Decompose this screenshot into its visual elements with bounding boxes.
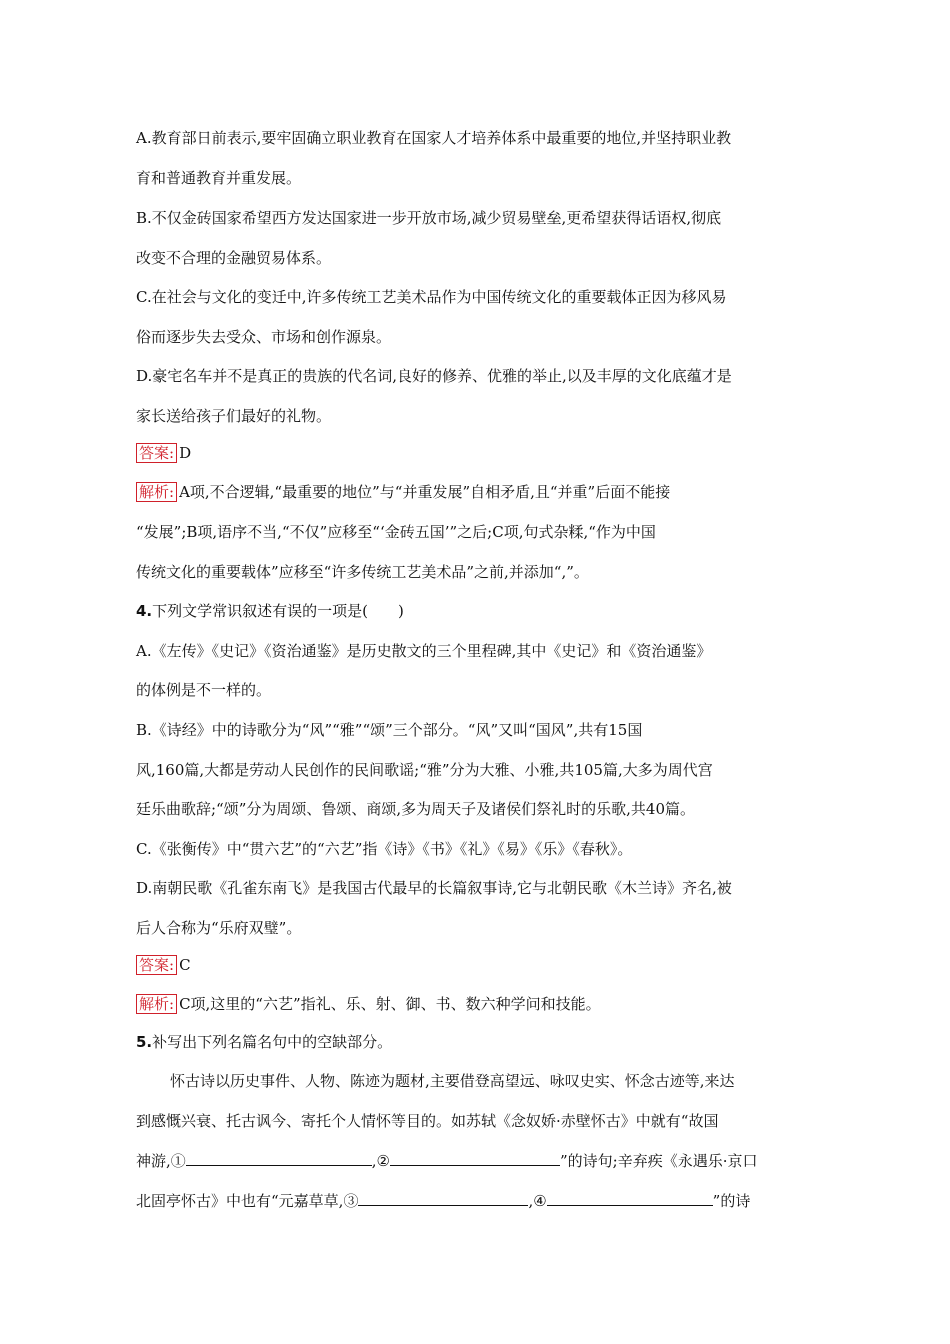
q3-analysis-row [136, 482, 670, 502]
q3-option-a-line1: A.教育部日前表示,要牢固确立职业教育在国家人才培养体系中最重要的地位,并坚持职业教 [136, 129, 732, 147]
q5-paragraph-line3 [136, 1150, 758, 1171]
q3-option-d-line1: D.豪宅名车并不是真正的贵族的代名词,良好的修养、优雅的举止,以及丰厚的文化底蕴才是 [136, 367, 732, 385]
q5-paragraph-line1: 怀古诗以历史事件、人物、陈迹为题材,主要借登高望远、咏叹史实、怀念古迹等,来达 [170, 1072, 735, 1090]
q5-stem-row [136, 1032, 392, 1052]
q5-line4-text-c: ”的诗 [712, 1192, 751, 1210]
analysis-tag: 解析: [136, 994, 177, 1014]
q3-option-d-line2: 家长送给孩子们最好的礼物。 [136, 407, 332, 425]
q3-option-b-line2: 改变不合理的金融贸易体系。 [136, 249, 332, 267]
q4-option-a-line1: A.《左传》《史记》《资治通鉴》是历史散文的三个里程碑,其中《史记》和《资治通鉴》 [136, 642, 712, 660]
q5-line4-text-b: ,④ [528, 1192, 547, 1210]
q3-option-c-line1: C.在社会与文化的变迁中,许多传统工艺美术品作为中国传统文化的重要载体正因为移风易 [136, 288, 727, 306]
q4-option-b-line1: B.《诗经》中的诗歌分为“风”“雅”“颂”三个部分。“风”又叫“国风”,共有15国 [136, 721, 643, 739]
q4-analysis-row [136, 994, 601, 1014]
q5-line3-text-c: ”的诗句;辛弃疾《永遇乐·京口 [560, 1152, 758, 1170]
q3-analysis-line2: “发展”;B项,语序不当,“不仅”应移至“‘金砖五国’”之后;C项,句式杂糅,“作为中国 [136, 523, 656, 541]
q5-line3-text-b: ,② [371, 1152, 390, 1170]
q3-option-b-line1: B.不仅金砖国家希望西方发达国家进一步开放市场,减少贸易壁垒,更希望获得话语权,彻底 [136, 209, 722, 227]
q3-option-c-line2: 俗而逐步失去受众、市场和创作源泉。 [136, 328, 392, 346]
q4-option-d-line1: D.南朝民歌《孔雀东南飞》是我国古代最早的长篇叙事诗,它与北朝民歌《木兰诗》齐名,被 [136, 879, 732, 897]
answer-tag: 答案: [136, 955, 177, 975]
q3-option-a-line2: 育和普通教育并重发展。 [136, 169, 302, 187]
q5-number: 5. [136, 1033, 153, 1051]
q4-option-b-line2: 风,160篇,大都是劳动人民创作的民间歌谣;“雅”分为大雅、小雅,共105篇,大多为周代宫 [136, 761, 713, 779]
q3-analysis-line3: 传统文化的重要载体”应移至“许多传统工艺美术品”之前,并添加“,”。 [136, 563, 589, 581]
q4-stem: 下列文学常识叙述有误的一项是( ) [152, 602, 404, 620]
q5-paragraph-line2: 到感慨兴衰、托古讽今、寄托个人情怀等目的。如苏轼《念奴娇·赤壁怀古》中就有“故国 [136, 1112, 719, 1130]
q3-answer-row [136, 443, 191, 463]
q4-answer-row [136, 955, 191, 975]
q4-number: 4. [136, 602, 153, 620]
q4-option-b-line3: 廷乐曲歌辞;“颂”分为周颂、鲁颂、商颂,多为周天子及诸侯们祭礼时的乐歌,共40篇。 [136, 800, 696, 818]
fill-blank-2[interactable] [390, 1150, 560, 1166]
analysis-tag: 解析: [136, 482, 177, 502]
q3-analysis-line1: A项,不合逻辑,“最重要的地位”与“并重发展”自相矛盾,且“并重”后面不能接 [179, 483, 671, 501]
q4-option-d-line2: 后人合称为“乐府双璧”。 [136, 919, 302, 937]
q5-line3-text-a: 神游,① [136, 1152, 186, 1170]
answer-tag: 答案: [136, 443, 177, 463]
q4-option-c-line1: C.《张衡传》中“贯六艺”的“六艺”指《诗》《书》《礼》《易》《乐》《春秋》。 [136, 840, 633, 858]
q4-answer-value: C [179, 956, 191, 974]
fill-blank-3[interactable] [358, 1190, 528, 1206]
q4-analysis-line1: C项,这里的“六艺”指礼、乐、射、御、书、数六种学问和技能。 [179, 995, 601, 1013]
q5-line4-text-a: 北固亭怀古》中也有“元嘉草草,③ [136, 1192, 359, 1210]
q3-answer-value: D [179, 444, 192, 462]
q5-paragraph-line4 [136, 1190, 750, 1211]
fill-blank-4[interactable] [547, 1190, 713, 1206]
q5-stem: 补写出下列名篇名句中的空缺部分。 [152, 1033, 393, 1051]
q4-stem-row [136, 601, 404, 621]
q4-option-a-line2: 的体例是不一样的。 [136, 681, 272, 699]
fill-blank-1[interactable] [186, 1150, 372, 1166]
